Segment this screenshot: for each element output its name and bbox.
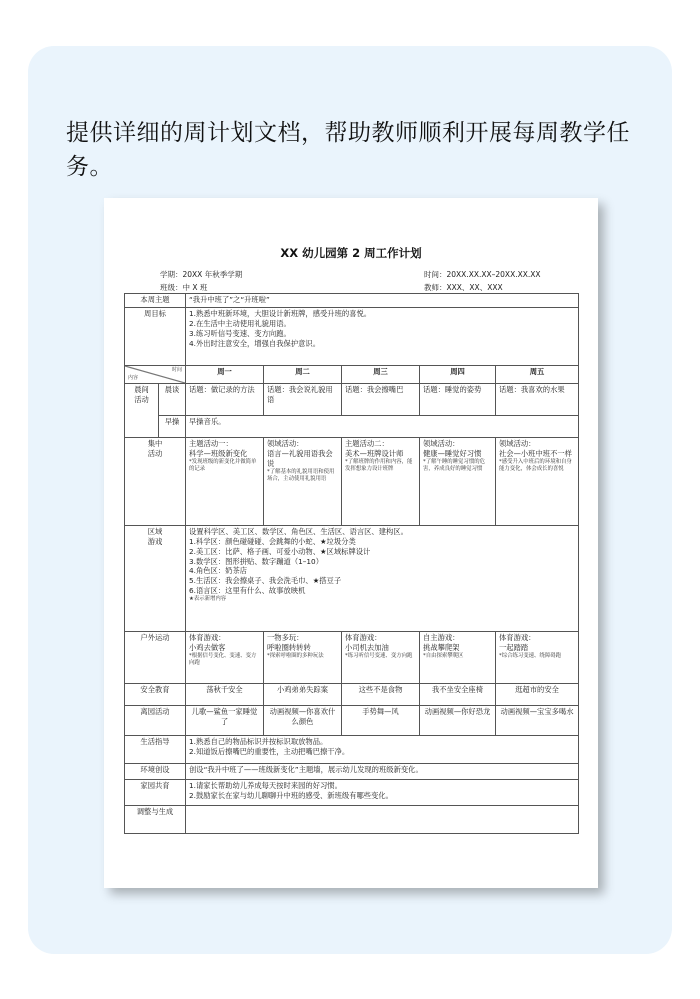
- outdoor-type: 一物多玩：: [267, 633, 304, 642]
- area-item: 3.数学区：图形拼贴、数字蹦道（1–10）: [189, 556, 323, 566]
- focus-note: *感受升入中班后的环境和自身能力变化，体会成长的喜悦: [499, 458, 572, 472]
- outdoor-cell: [264, 632, 342, 684]
- talk-cell: 话题：睡觉的姿势: [420, 384, 496, 416]
- theme-row: [125, 294, 579, 308]
- area-label: 区域 游戏: [125, 526, 186, 632]
- focus-title: 社会—小班中班不一样: [499, 448, 572, 458]
- home-item: 2.鼓励家长在家与幼儿聊聊升中班的感受、新班级有哪些变化。: [189, 790, 393, 800]
- day-tuesday: 周二: [264, 366, 342, 384]
- document-page: [104, 198, 598, 888]
- leave-cell: 手势舞—风: [342, 706, 420, 736]
- focus-label: 集中 活动: [125, 438, 186, 526]
- life-item: 1.熟悉自己的物品标识并按标识取放物品。: [189, 737, 328, 746]
- outdoor-note: *自由探索攀爬区: [423, 652, 464, 659]
- outdoor-cell: [420, 632, 496, 684]
- focus-type: 主题活动一：: [189, 439, 233, 448]
- focus-cell: [420, 438, 496, 526]
- talk-cell: 话题：我会说礼貌用语: [264, 384, 342, 416]
- document-title: XX 幼儿园第 2 周工作计划: [280, 246, 422, 260]
- morning-activity-label: 晨间 活动: [125, 384, 159, 438]
- safety-cell: 荡秋千安全: [186, 684, 264, 706]
- leave-cell: 动画视频—宝宝多喝水: [496, 706, 579, 736]
- focus-title: 科学—班级新变化: [189, 448, 248, 458]
- theme-value: “我升中班了”之“升班啦”: [186, 294, 579, 308]
- leave-cell: 动画视频—你好恐龙: [420, 706, 496, 736]
- outdoor-row: [125, 632, 579, 684]
- focus-type: 领域活动：: [423, 439, 460, 448]
- focus-note: *发现班级的新变化并做简单的记录: [189, 458, 257, 472]
- area-footnote: ★表示新增内容: [189, 595, 227, 602]
- environment-row: [125, 764, 579, 780]
- outdoor-title: 小司机去加油: [345, 642, 389, 652]
- environment-label: 环境创设: [125, 764, 186, 780]
- outdoor-type: 自主游戏：: [423, 633, 460, 642]
- focus-cell: [496, 438, 579, 526]
- life-item: 2.知道饭后擦嘴巴的重要性，主动把嘴巴擦干净。: [189, 746, 350, 756]
- outdoor-note: *探索呼啦圈的多种玩法: [267, 652, 324, 659]
- focus-cell: [186, 438, 264, 526]
- day-thursday: 周四: [420, 366, 496, 384]
- outdoor-cell: [186, 632, 264, 684]
- life-cell: [186, 736, 579, 764]
- focus-title: 健康—睡觉好习惯: [423, 448, 482, 458]
- outdoor-note: *综合练习变速、绕障碍跑: [499, 652, 561, 659]
- corner-content-label: 内容: [128, 375, 139, 382]
- outdoor-title: 一起踏踏: [499, 642, 529, 652]
- headline: 提供详细的周计划文档，帮助教师顺利开展每周教学任务。: [66, 120, 630, 180]
- talk-cell: 话题：做记录的方法: [186, 384, 264, 416]
- talk-label: 晨谈: [159, 384, 186, 416]
- goals-cell: [186, 308, 579, 366]
- safety-label: 安全教育: [125, 684, 186, 706]
- goal-item: 1.熟悉中班新环境，大胆设计新班牌，感受升班的喜悦。: [189, 309, 372, 318]
- focus-type: 领域活动：: [499, 439, 536, 448]
- adjust-value: [186, 806, 579, 834]
- goals-row: [125, 308, 579, 366]
- time-label: 时间：20XX.XX.XX–20XX.XX.XX: [424, 270, 541, 279]
- semester-label: 学期：20XX 年秋季学期: [160, 270, 243, 279]
- goals-label: 周目标: [125, 308, 186, 366]
- leave-label: 离园活动: [125, 706, 186, 736]
- day-header-row: [125, 366, 579, 384]
- talk-cell: 话题：我喜欢的水果: [496, 384, 579, 416]
- teachers-label: 教师：XXX、XX、XXX: [424, 283, 503, 292]
- home-cell: [186, 780, 579, 806]
- goal-item: 2.在生活中主动使用礼貌用语。: [189, 318, 291, 328]
- exercise-label: 早操: [159, 416, 186, 438]
- safety-cell: 逛超市的安全: [496, 684, 579, 706]
- environment-value: 创设“我升中班了——班级新变化”主题墙，展示幼儿发现的班级新变化。: [186, 764, 579, 780]
- goal-item: 4.外出时注意安全，增强自我保护意识。: [189, 338, 321, 348]
- leave-cell: 儿歌—鲨鱼一家睡觉了: [186, 706, 264, 736]
- outdoor-label: 户外运动: [125, 632, 186, 684]
- focus-type: 主题活动二：: [345, 439, 389, 448]
- leave-cell: 动画视频—你喜欢什么颜色: [264, 706, 342, 736]
- morning-talk-row: [125, 384, 579, 416]
- area-row: [125, 526, 579, 632]
- area-item: 设置科学区、美工区、数学区、角色区、生活区、语言区、建构区。: [189, 527, 408, 536]
- focus-title: 美术—班牌设计师: [345, 448, 404, 458]
- home-item: 1.请家长帮助幼儿养成每天按时来园的好习惯。: [189, 781, 342, 790]
- outdoor-note: *练习听信号变速、变方向跑: [345, 652, 413, 659]
- safety-cell: 小鸡弟弟失踪案: [264, 684, 342, 706]
- leave-row: [125, 706, 579, 736]
- outdoor-note: *根据信号变化、变速、变方向跑: [189, 652, 257, 666]
- safety-cell: 我不坐安全座椅: [420, 684, 496, 706]
- outdoor-type: 体育游戏：: [189, 633, 226, 642]
- talk-cell: 话题：我会擦嘴巴: [342, 384, 420, 416]
- exercise-row: [125, 416, 579, 438]
- day-friday: 周五: [496, 366, 579, 384]
- theme-label: 本周主题: [125, 294, 186, 308]
- weekly-plan-table: [124, 293, 579, 834]
- focus-note: *了解基本的礼貌用语和使用场合，主动使用礼貌用语: [267, 468, 335, 482]
- life-row: [125, 736, 579, 764]
- outdoor-title: 挑战攀爬架: [423, 642, 460, 652]
- outdoor-type: 体育游戏：: [345, 633, 382, 642]
- focus-note: *了解午睡的睡觉习惯的危害，养成良好的睡觉习惯: [423, 458, 485, 472]
- exercise-value: 早操音乐。: [186, 416, 579, 438]
- outdoor-cell: [342, 632, 420, 684]
- focus-type: 领域活动：: [267, 439, 304, 448]
- day-wednesday: 周三: [342, 366, 420, 384]
- area-item: 4.角色区：奶茶店: [189, 566, 248, 576]
- safety-cell: 这些不是食物: [342, 684, 420, 706]
- focus-title: 语言—礼貌用语我会说: [267, 448, 333, 468]
- area-item: 5.生活区：我会擦桌子、我会洗毛巾、★搭豆子: [189, 576, 342, 586]
- outdoor-title: 呼啦圈转转转: [267, 642, 311, 652]
- life-label: 生活指导: [125, 736, 186, 764]
- outdoor-title: 小鸡去做客: [189, 642, 226, 652]
- area-item: 2.美工区：比萨、格子画、可爱小动物、★区域标牌设计: [189, 546, 371, 556]
- area-cell: [186, 526, 579, 632]
- home-label: 家园共育: [125, 780, 186, 806]
- corner-time-label: 时间: [171, 367, 182, 373]
- adjust-label: 调整与生成: [125, 806, 186, 834]
- adjust-row: [125, 806, 579, 834]
- focus-row: [125, 438, 579, 526]
- outdoor-type: 体育游戏：: [499, 633, 536, 642]
- area-item: 1.科学区：颜色碰碰碰、会跳舞的小蛇、★垃圾分类: [189, 536, 356, 546]
- home-row: [125, 780, 579, 806]
- goal-item: 3.练习听信号变速、变方向跑。: [189, 328, 291, 338]
- day-monday: 周一: [186, 366, 264, 384]
- class-label: 班级：中 X 班: [160, 283, 208, 292]
- focus-note: *了解班牌的作用和内容，能发挥想象力设计班牌: [345, 458, 413, 472]
- area-item: 6.语言区：这里有什么、故事放映机: [189, 586, 306, 596]
- focus-cell: [264, 438, 342, 526]
- outdoor-cell: [496, 632, 579, 684]
- safety-row: [125, 684, 579, 706]
- focus-cell: [342, 438, 420, 526]
- corner-cell: [125, 366, 186, 384]
